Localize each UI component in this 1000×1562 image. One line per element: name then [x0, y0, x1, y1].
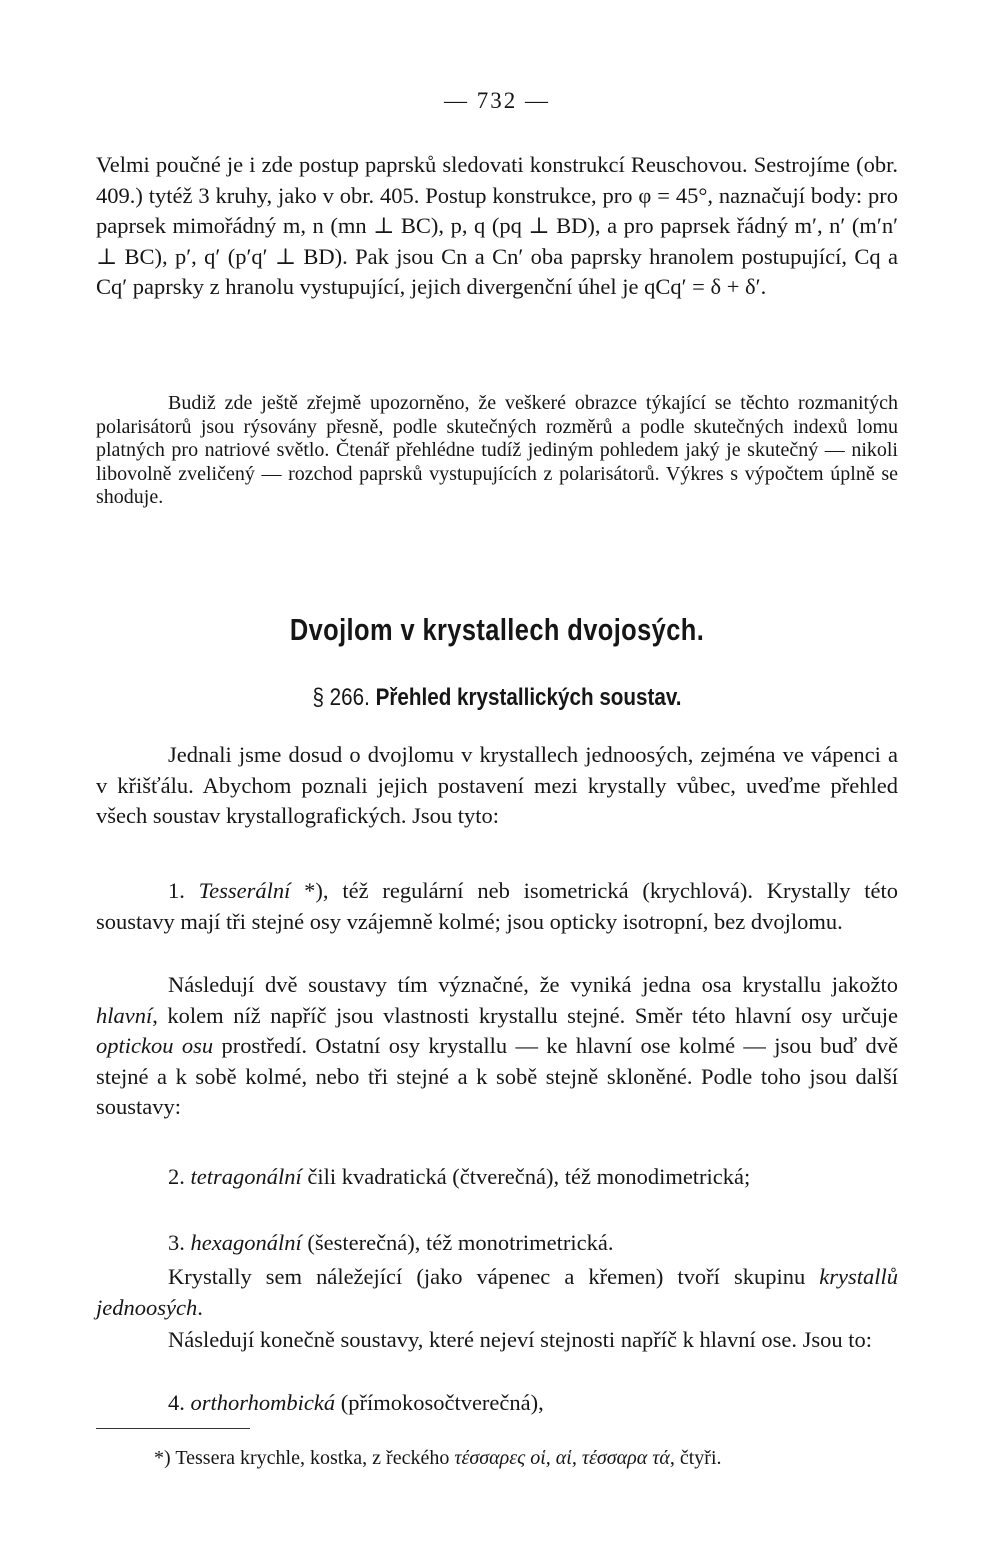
- footnote-text: , čtyři.: [669, 1447, 722, 1469]
- list-number: 4.: [168, 1390, 185, 1415]
- paragraph-text: Krystally sem náležející (jako vápenec a křemen) tvoří skupinu: [168, 1264, 806, 1289]
- list-number: 2.: [168, 1164, 185, 1189]
- chapter-heading: Dvojlom v krystallech dvojosých.: [289, 612, 705, 647]
- footnote-greek: τέσσαρες οἱ, αἱ, τέσσαρα τά: [454, 1447, 670, 1469]
- footnote: [154, 1445, 914, 1471]
- paragraph-tesseral: [96, 876, 898, 937]
- paragraph-uniaxial: [96, 1262, 898, 1323]
- section-heading: [152, 684, 842, 712]
- paragraph-text: prostředí. Ostatní osy krystallu — ke hlavní ose kolmé — jsou buď dvě stejné a k sobě kolmé, nebo tři stejné a k sobě stejně skloněné. Podle toho jsou další soustavy:: [96, 1033, 899, 1119]
- paragraph-text: čili kvadratická (čtverečná), též monodimetrická;: [307, 1164, 751, 1189]
- paragraph-tetragonal: [96, 1162, 898, 1193]
- section-title: Přehled krystallických soustav.: [375, 684, 682, 711]
- paragraph-text: (šesterečná), též monotrimetrická.: [307, 1230, 614, 1255]
- paragraph-hexagonal: [96, 1228, 898, 1259]
- footnote-text: Tessera krychle, kostka, z řeckého: [175, 1447, 450, 1469]
- paragraph-text: , kolem níž napříč jsou vlastnosti krystallu stejné. Směr této hlavní osy určuje: [152, 1002, 898, 1028]
- footnote-mark: *): [154, 1447, 171, 1469]
- paragraph-text: , též regulární neb isometrická (krychlová). Krystally této soustavy mají tři stejné osy vzájemně kolmé; jsou opticky isotropní, bez dvojlomu.: [96, 878, 899, 934]
- page-number: — 732 —: [444, 88, 550, 113]
- paragraph-main-axis: [96, 970, 898, 1123]
- paragraph-polarisator-note: Budiž zde ještě zřejmě upozorněno, že veškeré obrazce týkající se těchto rozmanitých polarisátorů jsou rýsovány přesně, podle skutečných rozměrů a podle skutečných indexů lomu platných pro natriové světlo. Čtenář přehlédne tudíž jediným pohledem jaký je skutečný — nikoli libovolně zveličený — rozchod paprsků vystupujících z polarisátorů. Výkres s výpočtem úplně se shoduje.: [96, 392, 898, 508]
- term-tesseral: Tesserální: [198, 878, 291, 903]
- term-hlavni: hlavní: [96, 1002, 153, 1028]
- section-mark: § 266.: [312, 684, 370, 711]
- paragraph-text: .: [197, 1294, 203, 1320]
- term-uniaxial: krystallů jednoosých: [96, 1264, 899, 1320]
- paragraph-text: Následují dvě soustavy tím význačné, že vyniká jedna osa krystallu jakožto: [168, 972, 898, 997]
- paragraph-text: (přímokosočtverečná),: [340, 1390, 544, 1415]
- term-orthorhombic: orthorhombická: [190, 1390, 336, 1415]
- term-tetragonal: tetragonální: [190, 1164, 302, 1189]
- paragraph-orthorhombic: [96, 1388, 898, 1419]
- term-opticka-osa: optickou osu: [96, 1033, 214, 1058]
- paragraph-no-symmetry: Následují konečně soustavy, které nejeví stejnosti napříč k hlavní ose. Jsou to:: [168, 1327, 873, 1352]
- list-number: 3.: [168, 1230, 185, 1255]
- list-number: 1.: [168, 878, 185, 903]
- footnote-divider: [96, 1428, 250, 1429]
- paragraph-intro-systems: Jednali jsme dosud o dvojlomu v krystallech jednoosých, zejména ve vápenci a v křišťálu. Abychom poznali jejich postavení mezi krystally vůbec, uveďme přehled všech soustav krystallografických. Jsou tyto:: [96, 742, 898, 828]
- paragraph-reusch-construction: Velmi poučné je i zde postup paprsků sledovati konstrukcí Reuschovou. Sestrojíme (obr. 409.) tytéž 3 kruhy, jako v obr. 405. Postup konstrukce, pro φ = 45°, naznačují body: pro paprsek mimořádný m, n (mn ⊥ BC), p, q (pq ⊥ BD), a pro paprsek řádný m′, n′ (m′n′ ⊥ BC), p′, q′ (p′q′ ⊥ BD). Pak jsou Cn a Cn′ oba paprsky hranolem postupující, Cq a Cq′ paprsky z hranolu vystupující, jejich divergenční úhel je qCq′ = δ + δ′.: [96, 152, 898, 299]
- term-hexagonal: hexagonální: [190, 1230, 302, 1255]
- footnote-ref: *): [304, 878, 323, 903]
